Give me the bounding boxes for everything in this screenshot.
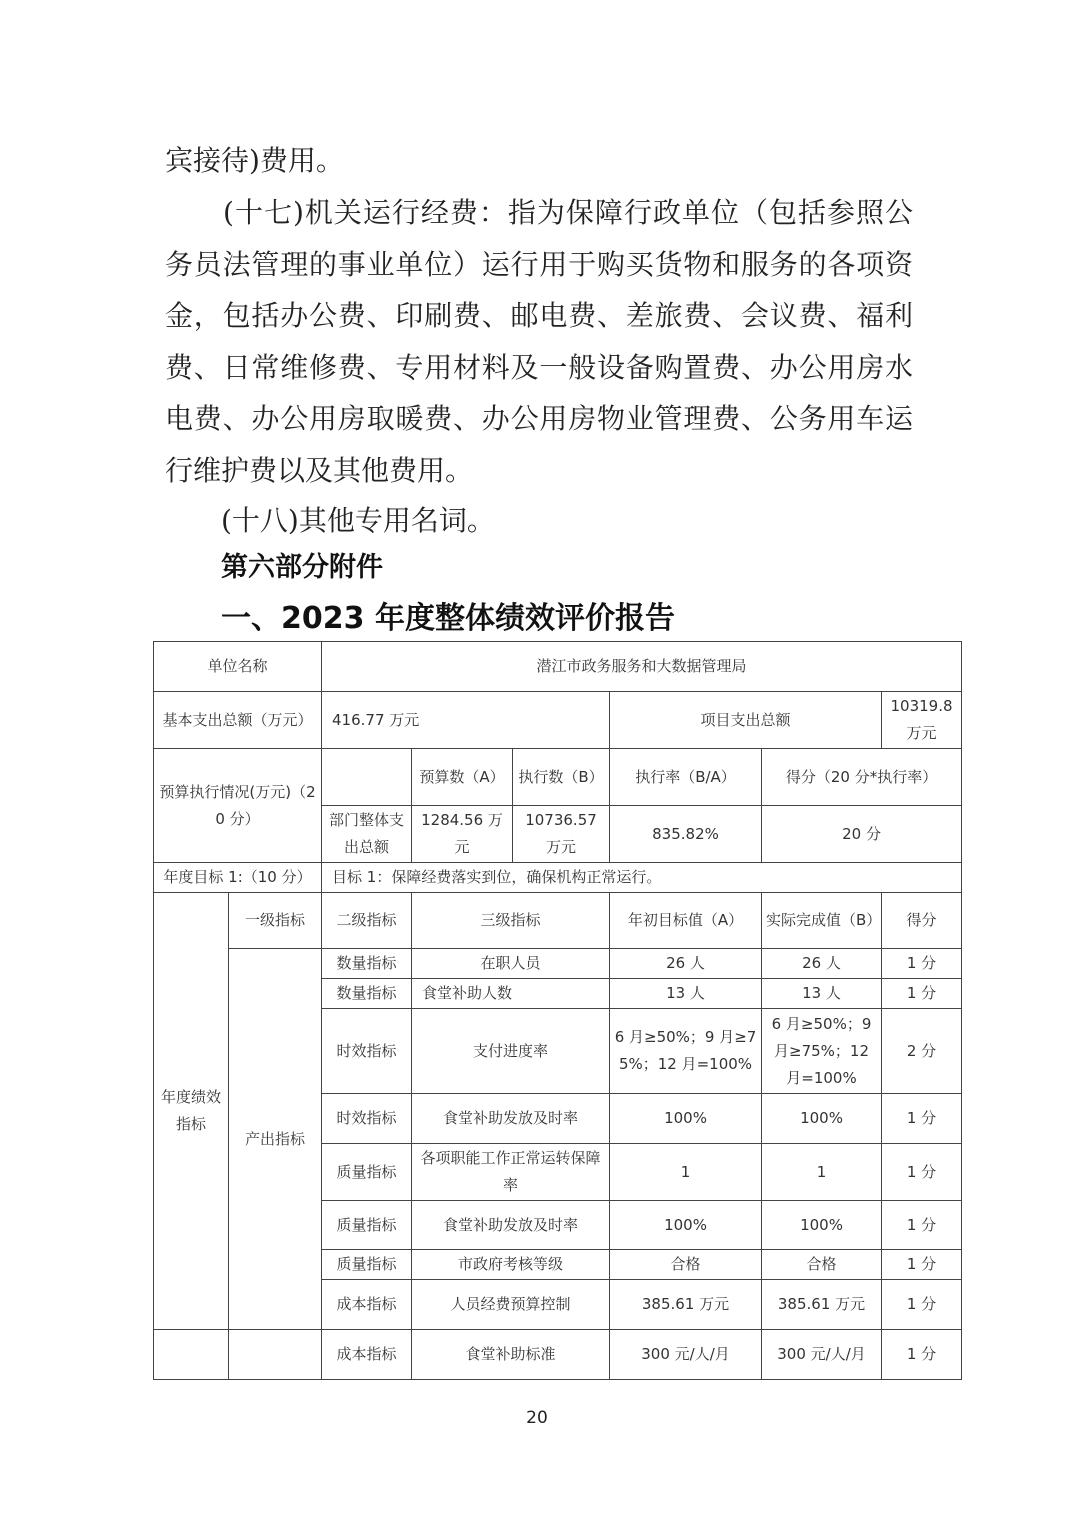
row-score: 1 分 <box>882 1330 962 1380</box>
row-target: 300 元/人/月 <box>610 1330 762 1380</box>
dept-score: 20 分 <box>762 806 962 863</box>
row-actual: 100% <box>762 1094 882 1144</box>
row-target: 6 月≥50%；9 月≥75%；12 月=100% <box>610 1009 762 1094</box>
header-score: 得分 <box>882 893 962 949</box>
header-level2: 二级指标 <box>322 893 412 949</box>
row-level3: 食堂补助标准 <box>412 1330 610 1380</box>
performance-table <box>153 641 962 1380</box>
row-actual: 13 人 <box>762 979 882 1009</box>
row-target: 合格 <box>610 1250 762 1280</box>
dept-exec: 10736.57 万元 <box>513 806 610 863</box>
header-level3: 三级指标 <box>412 893 610 949</box>
blank-cell <box>229 1330 322 1380</box>
row-actual: 26 人 <box>762 949 882 979</box>
row-target: 1 <box>610 1144 762 1201</box>
paragraph-continuation: 宾接待)费用。 <box>165 144 344 177</box>
row-level3: 食堂补助发放及时率 <box>412 1094 610 1144</box>
row-actual: 100% <box>762 1201 882 1250</box>
unit-name-label: 单位名称 <box>154 642 322 692</box>
row-level3: 在职人员 <box>412 949 610 979</box>
row-actual: 385.61 万元 <box>762 1280 882 1330</box>
row-level3: 市政府考核等级 <box>412 1250 610 1280</box>
dept-budget: 1284.56 万元 <box>412 806 513 863</box>
row-target: 100% <box>610 1094 762 1144</box>
row-level2: 数量指标 <box>322 949 412 979</box>
col-exec: 执行数（B） <box>513 749 610 806</box>
paragraph-item-17: (十七)机关运行经费：指为保障行政单位（包括参照公务员法管理的事业单位）运行用于购买货物和服务的各项资金，包括办公费、印刷费、邮电费、差旅费、会议费、福利费、日常维修费、专用材料及一般设备购置费、办公用房水电费、办公用房取暖费、办公用房物业管理费、公务用车运行维护费以及其他费用。 <box>165 196 913 487</box>
project-total-label: 项目支出总额 <box>610 692 882 749</box>
row-level2: 质量指标 <box>322 1144 412 1201</box>
goal-text: 目标 1：保障经费落实到位，确保机构正常运行。 <box>322 863 962 893</box>
paragraph-item-18: (十八)其他专用名词。 <box>165 504 495 537</box>
row-target: 26 人 <box>610 949 762 979</box>
row-score: 1 分 <box>882 1250 962 1280</box>
blank-cell <box>154 1330 229 1380</box>
row-level2: 质量指标 <box>322 1201 412 1250</box>
row-score: 1 分 <box>882 1201 962 1250</box>
row-score: 1 分 <box>882 979 962 1009</box>
output-label: 产出指标 <box>229 949 322 1330</box>
row-level3: 各项职能工作正常运转保障率 <box>412 1144 610 1201</box>
basic-total: 416.77 万元 <box>322 692 610 749</box>
budget-label: 预算执行情况(万元)（20 分） <box>154 749 322 863</box>
row-actual: 1 <box>762 1144 882 1201</box>
perf-label: 年度绩效指标 <box>154 893 229 1330</box>
page-number: 20 <box>526 1408 548 1428</box>
row-level2: 数量指标 <box>322 979 412 1009</box>
row-level2: 时效指标 <box>322 1094 412 1144</box>
row-actual: 300 元/人/月 <box>762 1330 882 1380</box>
row-level2: 时效指标 <box>322 1009 412 1094</box>
col-budget: 预算数（A） <box>412 749 513 806</box>
row-target: 100% <box>610 1201 762 1250</box>
header-level1: 一级指标 <box>229 893 322 949</box>
dept-rate: 835.82% <box>610 806 762 863</box>
row-score: 1 分 <box>882 1280 962 1330</box>
row-level3: 支付进度率 <box>412 1009 610 1094</box>
row-actual: 6 月≥50%；9 月≥75%；12 月=100% <box>762 1009 882 1094</box>
dept-total-label: 部门整体支出总额 <box>322 806 412 863</box>
row-level3: 人员经费预算控制 <box>412 1280 610 1330</box>
row-level2: 成本指标 <box>322 1330 412 1380</box>
row-target: 385.61 万元 <box>610 1280 762 1330</box>
row-level2: 质量指标 <box>322 1250 412 1280</box>
header-actual: 实际完成值（B） <box>762 893 882 949</box>
goal-label: 年度目标 1:（10 分） <box>154 863 322 893</box>
col-score: 得分（20 分*执行率） <box>762 749 962 806</box>
row-target: 13 人 <box>610 979 762 1009</box>
col-rate: 执行率（B/A） <box>610 749 762 806</box>
project-total: 10319.8 万元 <box>882 692 962 749</box>
report-title: 一、2023 年度整体绩效评价报告 <box>221 601 675 636</box>
row-level2: 成本指标 <box>322 1280 412 1330</box>
header-target: 年初目标值（A） <box>610 893 762 949</box>
row-level3: 食堂补助发放及时率 <box>412 1201 610 1250</box>
row-score: 1 分 <box>882 1144 962 1201</box>
row-score: 1 分 <box>882 1094 962 1144</box>
unit-name: 潜江市政务服务和大数据管理局 <box>322 642 962 692</box>
basic-total-label: 基本支出总额（万元） <box>154 692 322 749</box>
section-heading: 第六部分附件 <box>221 552 383 583</box>
row-actual: 合格 <box>762 1250 882 1280</box>
row-score: 2 分 <box>882 1009 962 1094</box>
row-score: 1 分 <box>882 949 962 979</box>
blank-cell <box>322 749 412 806</box>
row-level3: 食堂补助人数 <box>412 979 610 1009</box>
